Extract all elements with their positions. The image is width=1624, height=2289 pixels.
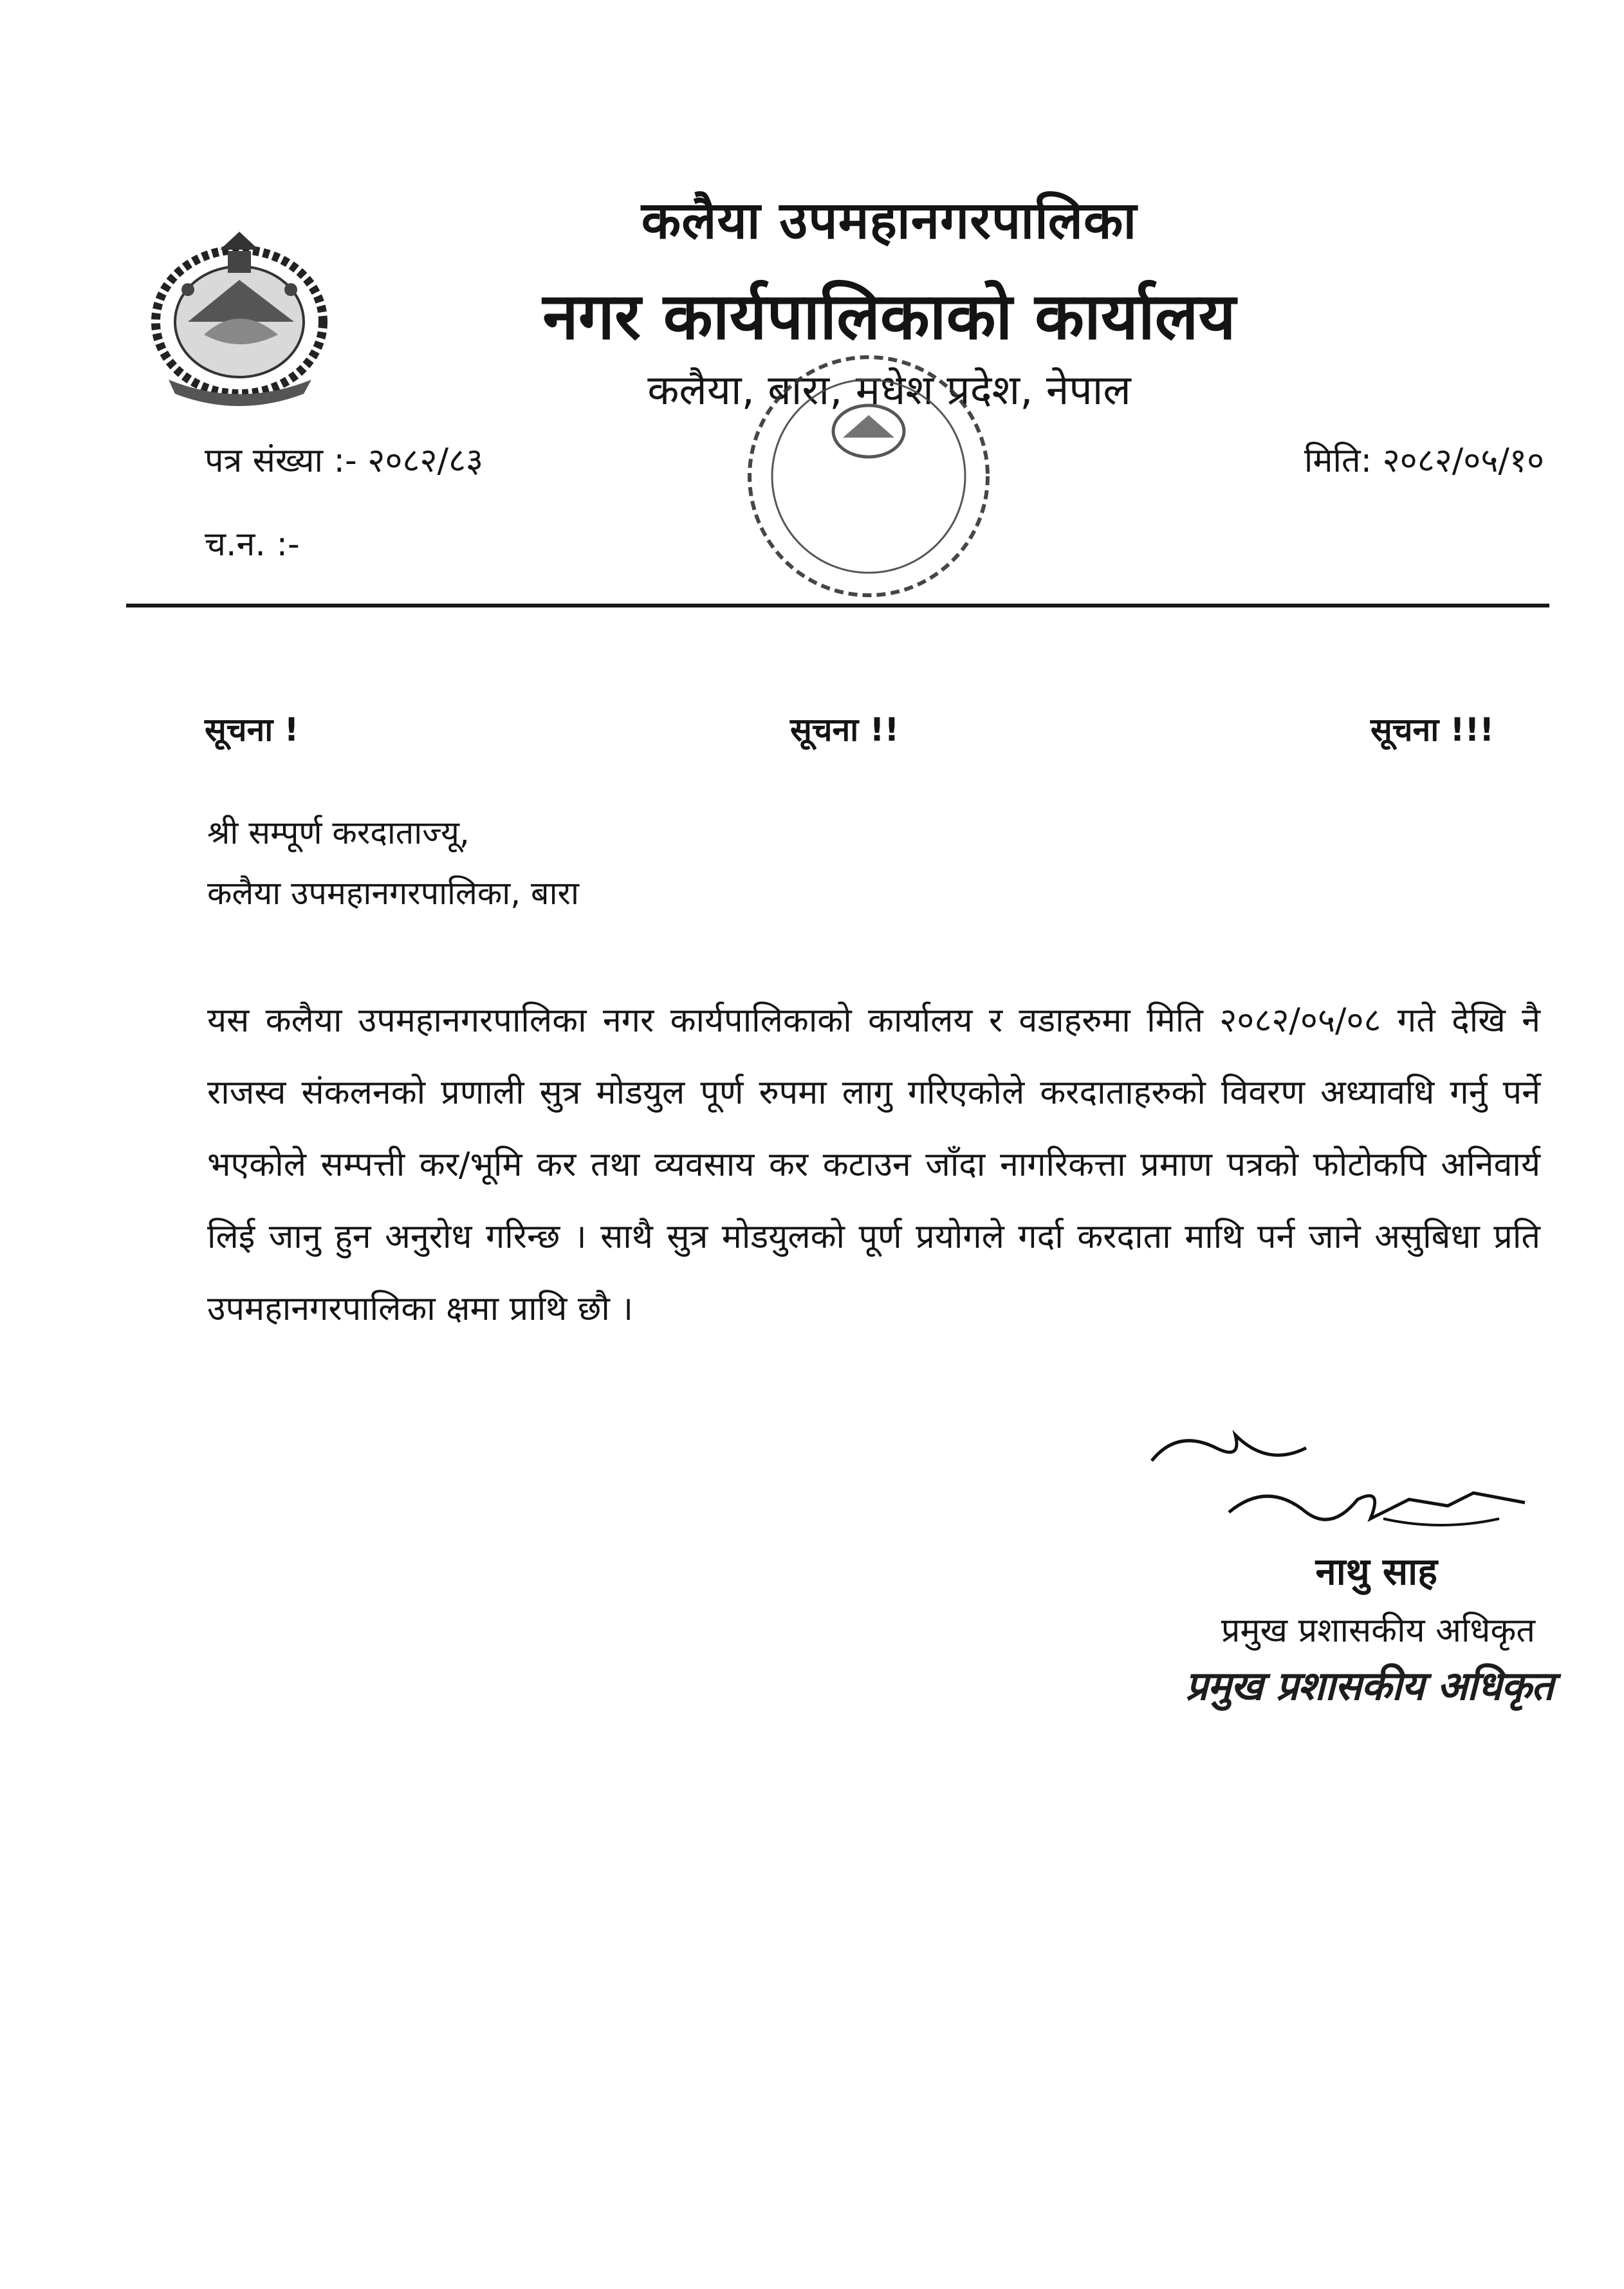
notice-heading-3: सूचना !!!	[1370, 711, 1495, 748]
addressee-line-2: कलैया उपमहानगरपालिका, बारा	[207, 875, 579, 912]
designation-stamp: प्रमुख प्रशासकीय अधिकृत	[1185, 1662, 1553, 1709]
header-divider	[126, 604, 1549, 607]
notice-body: यस कलैया उपमहानगरपालिका नगर कार्यपालिकाको कार्यालय र वडाहरुमा मिति २०८२/०५/०८ गते देखि नै राजस्व संकलनको प्रणाली सुत्र मोडयुल पूर्ण रुपमा लागु गरिएकोले करदाताहरुको विवरण अध्यावधि गर्नु पर्ने भएकोले सम्पत्ती कर/भूमि कर तथा व्यवसाय कर कटाउन जाँदा नागरिकत्ता प्रमाण पत्रको फोटोकपि अनिवार्य लिई जानु हुन अनुरोध गरिन्छ । साथै सुत्र मोडयुलको पूर्ण प्रयोगले गर्दा करदाता माथि पर्न जाने असुबिधा प्रति उपमहानगरपालिका क्षमा प्राथि छौ ।	[207, 1001, 1540, 1328]
signer-name: नाथु साह	[1315, 1550, 1437, 1593]
notice-heading-1: सूचना !	[205, 711, 299, 748]
handwritten-signature	[1139, 1422, 1551, 1551]
office-name: नगर कार्यपालिकाको कार्यालय	[542, 279, 1236, 354]
office-address: कलैया, बारा, मधेश प्रदेश, नेपाल	[647, 367, 1131, 414]
municipality-name: कलैया उपमहानगरपालिका	[641, 190, 1138, 250]
letter-date: मिति: २०८२/०५/१०	[1304, 441, 1544, 480]
letter-number: पत्र संख्या :- २०८२/८३	[205, 441, 484, 480]
office-round-stamp	[740, 348, 997, 605]
notice-heading-2: सूचना !!	[790, 711, 900, 748]
dispatch-number: च.न. :-	[205, 525, 300, 564]
addressee-line-1: श्री सम्पूर्ण करदाताज्यू,	[207, 814, 470, 851]
signer-title: प्रमुख प्रशासकीय अधिकृत	[1221, 1611, 1535, 1650]
